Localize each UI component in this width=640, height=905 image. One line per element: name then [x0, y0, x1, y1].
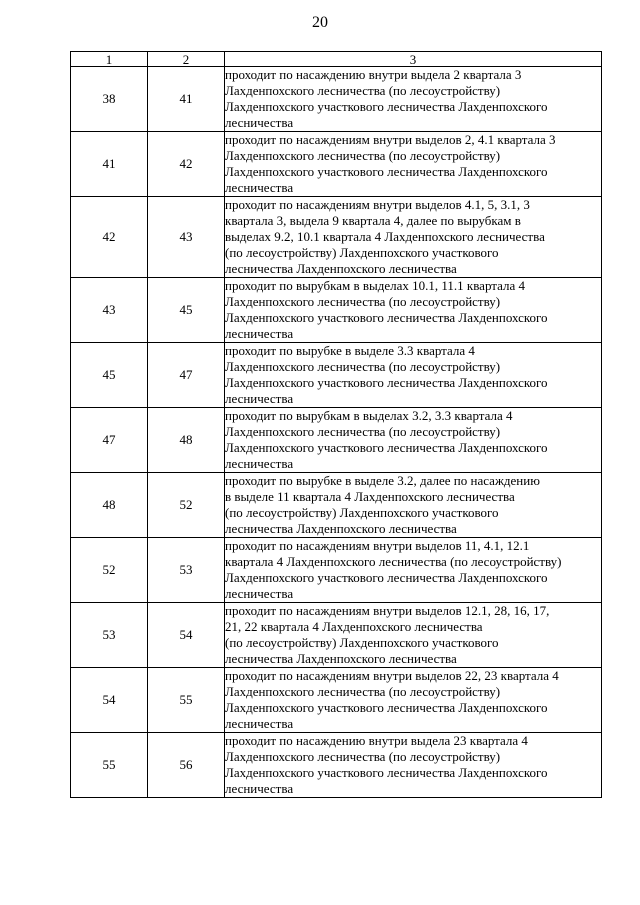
- boundary-description: [225, 132, 602, 197]
- description-line: проходит по вырубкам в выделах 10.1, 11.1 квартала 4: [225, 278, 526, 293]
- description-line: Лахденпохского лесничества (по лесоустройству): [225, 684, 501, 699]
- description-line: Лахденпохского лесничества (по лесоустройству): [225, 359, 501, 374]
- description-line: квартала 3, выдела 9 квартала 4, далее по вырубкам в: [225, 213, 521, 228]
- boundary-table: [70, 51, 602, 798]
- description-line: лесничества: [225, 391, 294, 406]
- description-line: лесничества: [225, 586, 294, 601]
- point-from: 53: [71, 603, 148, 668]
- description-line: Лахденпохского участкового лесничества Лахденпохского: [225, 765, 548, 780]
- description-line: Лахденпохского лесничества (по лесоустройству): [225, 749, 501, 764]
- boundary-description: [225, 278, 602, 343]
- description-line: лесничества: [225, 180, 294, 195]
- description-line: лесничества: [225, 781, 294, 796]
- point-from: 45: [71, 343, 148, 408]
- description-line: Лахденпохского участкового лесничества Лахденпохского: [225, 375, 548, 390]
- boundary-description: [225, 733, 602, 798]
- boundary-description: [225, 67, 602, 132]
- point-to: 47: [148, 343, 225, 408]
- description-line: (по лесоустройству) Лахденпохского участкового: [225, 245, 499, 260]
- boundary-description: [225, 668, 602, 733]
- boundary-description: [225, 473, 602, 538]
- point-to: 55: [148, 668, 225, 733]
- table-row: [71, 538, 602, 603]
- description-line: проходит по вырубке в выделе 3.3 квартала 4: [225, 343, 475, 358]
- description-line: лесничества Лахденпохского лесничества: [225, 651, 457, 666]
- point-to: 48: [148, 408, 225, 473]
- table-row: [71, 67, 602, 132]
- description-line: выделах 9.2, 10.1 квартала 4 Лахденпохского лесничества: [225, 229, 545, 244]
- description-line: Лахденпохского участкового лесничества Лахденпохского: [225, 310, 548, 325]
- table-row: [71, 132, 602, 197]
- point-from: 54: [71, 668, 148, 733]
- point-from: 52: [71, 538, 148, 603]
- description-line: в выделе 11 квартала 4 Лахденпохского лесничества: [225, 489, 515, 504]
- description-line: лесничества: [225, 115, 294, 130]
- description-line: проходит по насаждениям внутри выделов 4.1, 5, 3.1, 3: [225, 197, 530, 212]
- boundary-description: [225, 408, 602, 473]
- table-row: [71, 278, 602, 343]
- description-line: проходит по вырубкам в выделах 3.2, 3.3 квартала 4: [225, 408, 513, 423]
- description-line: проходит по вырубке в выделе 3.2, далее по насаждению: [225, 473, 540, 488]
- description-line: квартала 4 Лахденпохского лесничества (по лесоустройству): [225, 554, 562, 569]
- description-line: Лахденпохского лесничества (по лесоустройству): [225, 294, 501, 309]
- table-row: [71, 197, 602, 278]
- description-line: проходит по насаждениям внутри выделов 2, 4.1 квартала 3: [225, 132, 556, 147]
- description-line: проходит по насаждению внутри выдела 2 квартала 3: [225, 67, 522, 82]
- header-col-2: 2: [148, 52, 225, 67]
- point-to: 53: [148, 538, 225, 603]
- header-col-1: 1: [71, 52, 148, 67]
- point-from: 41: [71, 132, 148, 197]
- description-line: лесничества: [225, 456, 294, 471]
- point-from: 55: [71, 733, 148, 798]
- description-line: проходит по насаждению внутри выдела 23 квартала 4: [225, 733, 528, 748]
- boundary-description: [225, 343, 602, 408]
- description-line: Лахденпохского лесничества (по лесоустройству): [225, 148, 501, 163]
- table-row: [71, 343, 602, 408]
- description-line: Лахденпохского участкового лесничества Лахденпохского: [225, 700, 548, 715]
- boundary-description: [225, 197, 602, 278]
- boundary-description: [225, 538, 602, 603]
- point-to: 43: [148, 197, 225, 278]
- table-header-row: [71, 52, 602, 67]
- description-line: лесничества Лахденпохского лесничества: [225, 521, 457, 536]
- description-line: Лахденпохского участкового лесничества Лахденпохского: [225, 164, 548, 179]
- description-line: Лахденпохского участкового лесничества Лахденпохского: [225, 99, 548, 114]
- description-line: лесничества: [225, 326, 294, 341]
- point-to: 56: [148, 733, 225, 798]
- boundary-description: [225, 603, 602, 668]
- description-line: 21, 22 квартала 4 Лахденпохского лесничества: [225, 619, 483, 634]
- table-row: [71, 473, 602, 538]
- description-line: (по лесоустройству) Лахденпохского участкового: [225, 635, 499, 650]
- description-line: проходит по насаждениям внутри выделов 22, 23 квартала 4: [225, 668, 559, 683]
- description-line: Лахденпохского лесничества (по лесоустройству): [225, 424, 501, 439]
- point-from: 48: [71, 473, 148, 538]
- table-row: [71, 733, 602, 798]
- description-line: проходит по насаждениям внутри выделов 11, 4.1, 12.1: [225, 538, 530, 553]
- point-from: 43: [71, 278, 148, 343]
- point-to: 42: [148, 132, 225, 197]
- description-line: (по лесоустройству) Лахденпохского участкового: [225, 505, 499, 520]
- description-line: Лахденпохского участкового лесничества Лахденпохского: [225, 440, 548, 455]
- point-to: 45: [148, 278, 225, 343]
- description-line: лесничества: [225, 716, 294, 731]
- table-row: [71, 603, 602, 668]
- header-col-3: 3: [225, 52, 602, 67]
- point-to: 52: [148, 473, 225, 538]
- point-to: 54: [148, 603, 225, 668]
- description-line: лесничества Лахденпохского лесничества: [225, 261, 457, 276]
- point-from: 38: [71, 67, 148, 132]
- page-number: 20: [312, 14, 328, 31]
- point-to: 41: [148, 67, 225, 132]
- table-row: [71, 668, 602, 733]
- table-row: [71, 408, 602, 473]
- point-from: 42: [71, 197, 148, 278]
- description-line: проходит по насаждениям внутри выделов 12.1, 28, 16, 17,: [225, 603, 550, 618]
- description-line: Лахденпохского участкового лесничества Лахденпохского: [225, 570, 548, 585]
- description-line: Лахденпохского лесничества (по лесоустройству): [225, 83, 501, 98]
- point-from: 47: [71, 408, 148, 473]
